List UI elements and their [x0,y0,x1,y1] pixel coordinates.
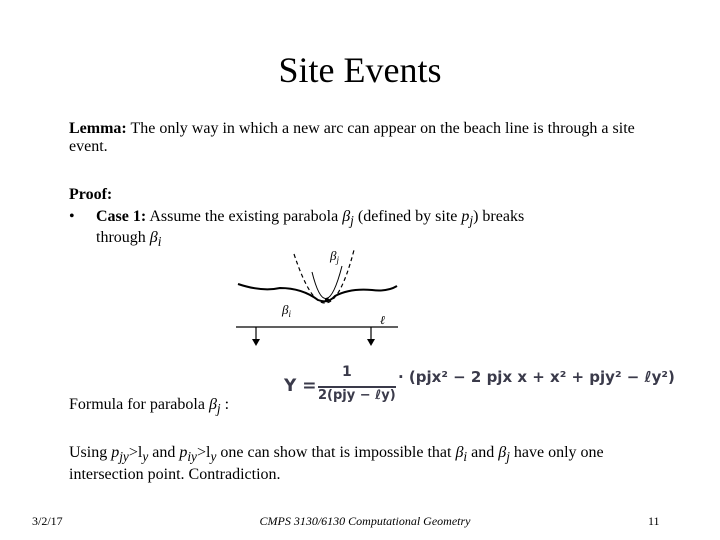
footer-date: 3/2/17 [32,514,63,528]
footer-course: CMPS 3130/6130 Computational Geometry [259,514,471,528]
sub-i: i [157,234,162,250]
beach-line [238,284,397,301]
formula-rest: · (pjx² − 2 pjx x + x² + pjy² − ℓy²) [398,368,675,386]
case-text-b: (defined by site [353,208,462,225]
sub-j: j [350,213,354,229]
case-label: Case 1: [96,208,147,225]
beta-symbol: β [208,396,217,413]
diagram-label-beta-j: $\beta_j$ [330,248,339,265]
formula-handwritten: Y = 1 2(pjy − ℓy) [284,364,396,403]
case-1-text [96,208,686,230]
conclusion-paragraph: Using $p_{jy}>l_y$ and $p_{iy}>l_y$ one can show that is impossible that $\beta_i$ and $\beta_j$ have only one intersection point. Contradiction. [69,444,604,484]
case-1-continuation [96,229,161,251]
proof-label: Proof: [69,186,113,203]
lemma-label: Lemma: [69,120,127,137]
lemma-text: The only way in which a new arc can appear on the beach line is through a site event. [69,120,635,155]
diagram-label-beta-i: $\beta_i$ [282,302,291,319]
beta-symbol: β [149,229,158,246]
sweep-line-label: ℓ [380,313,385,327]
sub-j: j [469,213,474,229]
beta-symbol: β [342,208,351,225]
site-p: p [461,208,470,225]
case-text-c: ) breaks [473,208,525,225]
parabola-beta-j [294,250,354,303]
arrow-head-left [252,339,260,346]
lemma-paragraph [69,120,669,156]
arrow-head-right [367,339,375,346]
case-text-a: Assume the existing parabola [146,208,343,225]
footer-page-number: 11 [648,514,660,528]
slide-title: Site Events [278,50,442,90]
site-point [325,298,329,302]
sub-j: j [216,401,221,417]
case-text-d: through [96,229,150,246]
beach-line-diagram [232,236,402,346]
bullet: • [69,208,75,225]
formula-label: Formula for parabola $\beta_j$ : [69,396,230,417]
